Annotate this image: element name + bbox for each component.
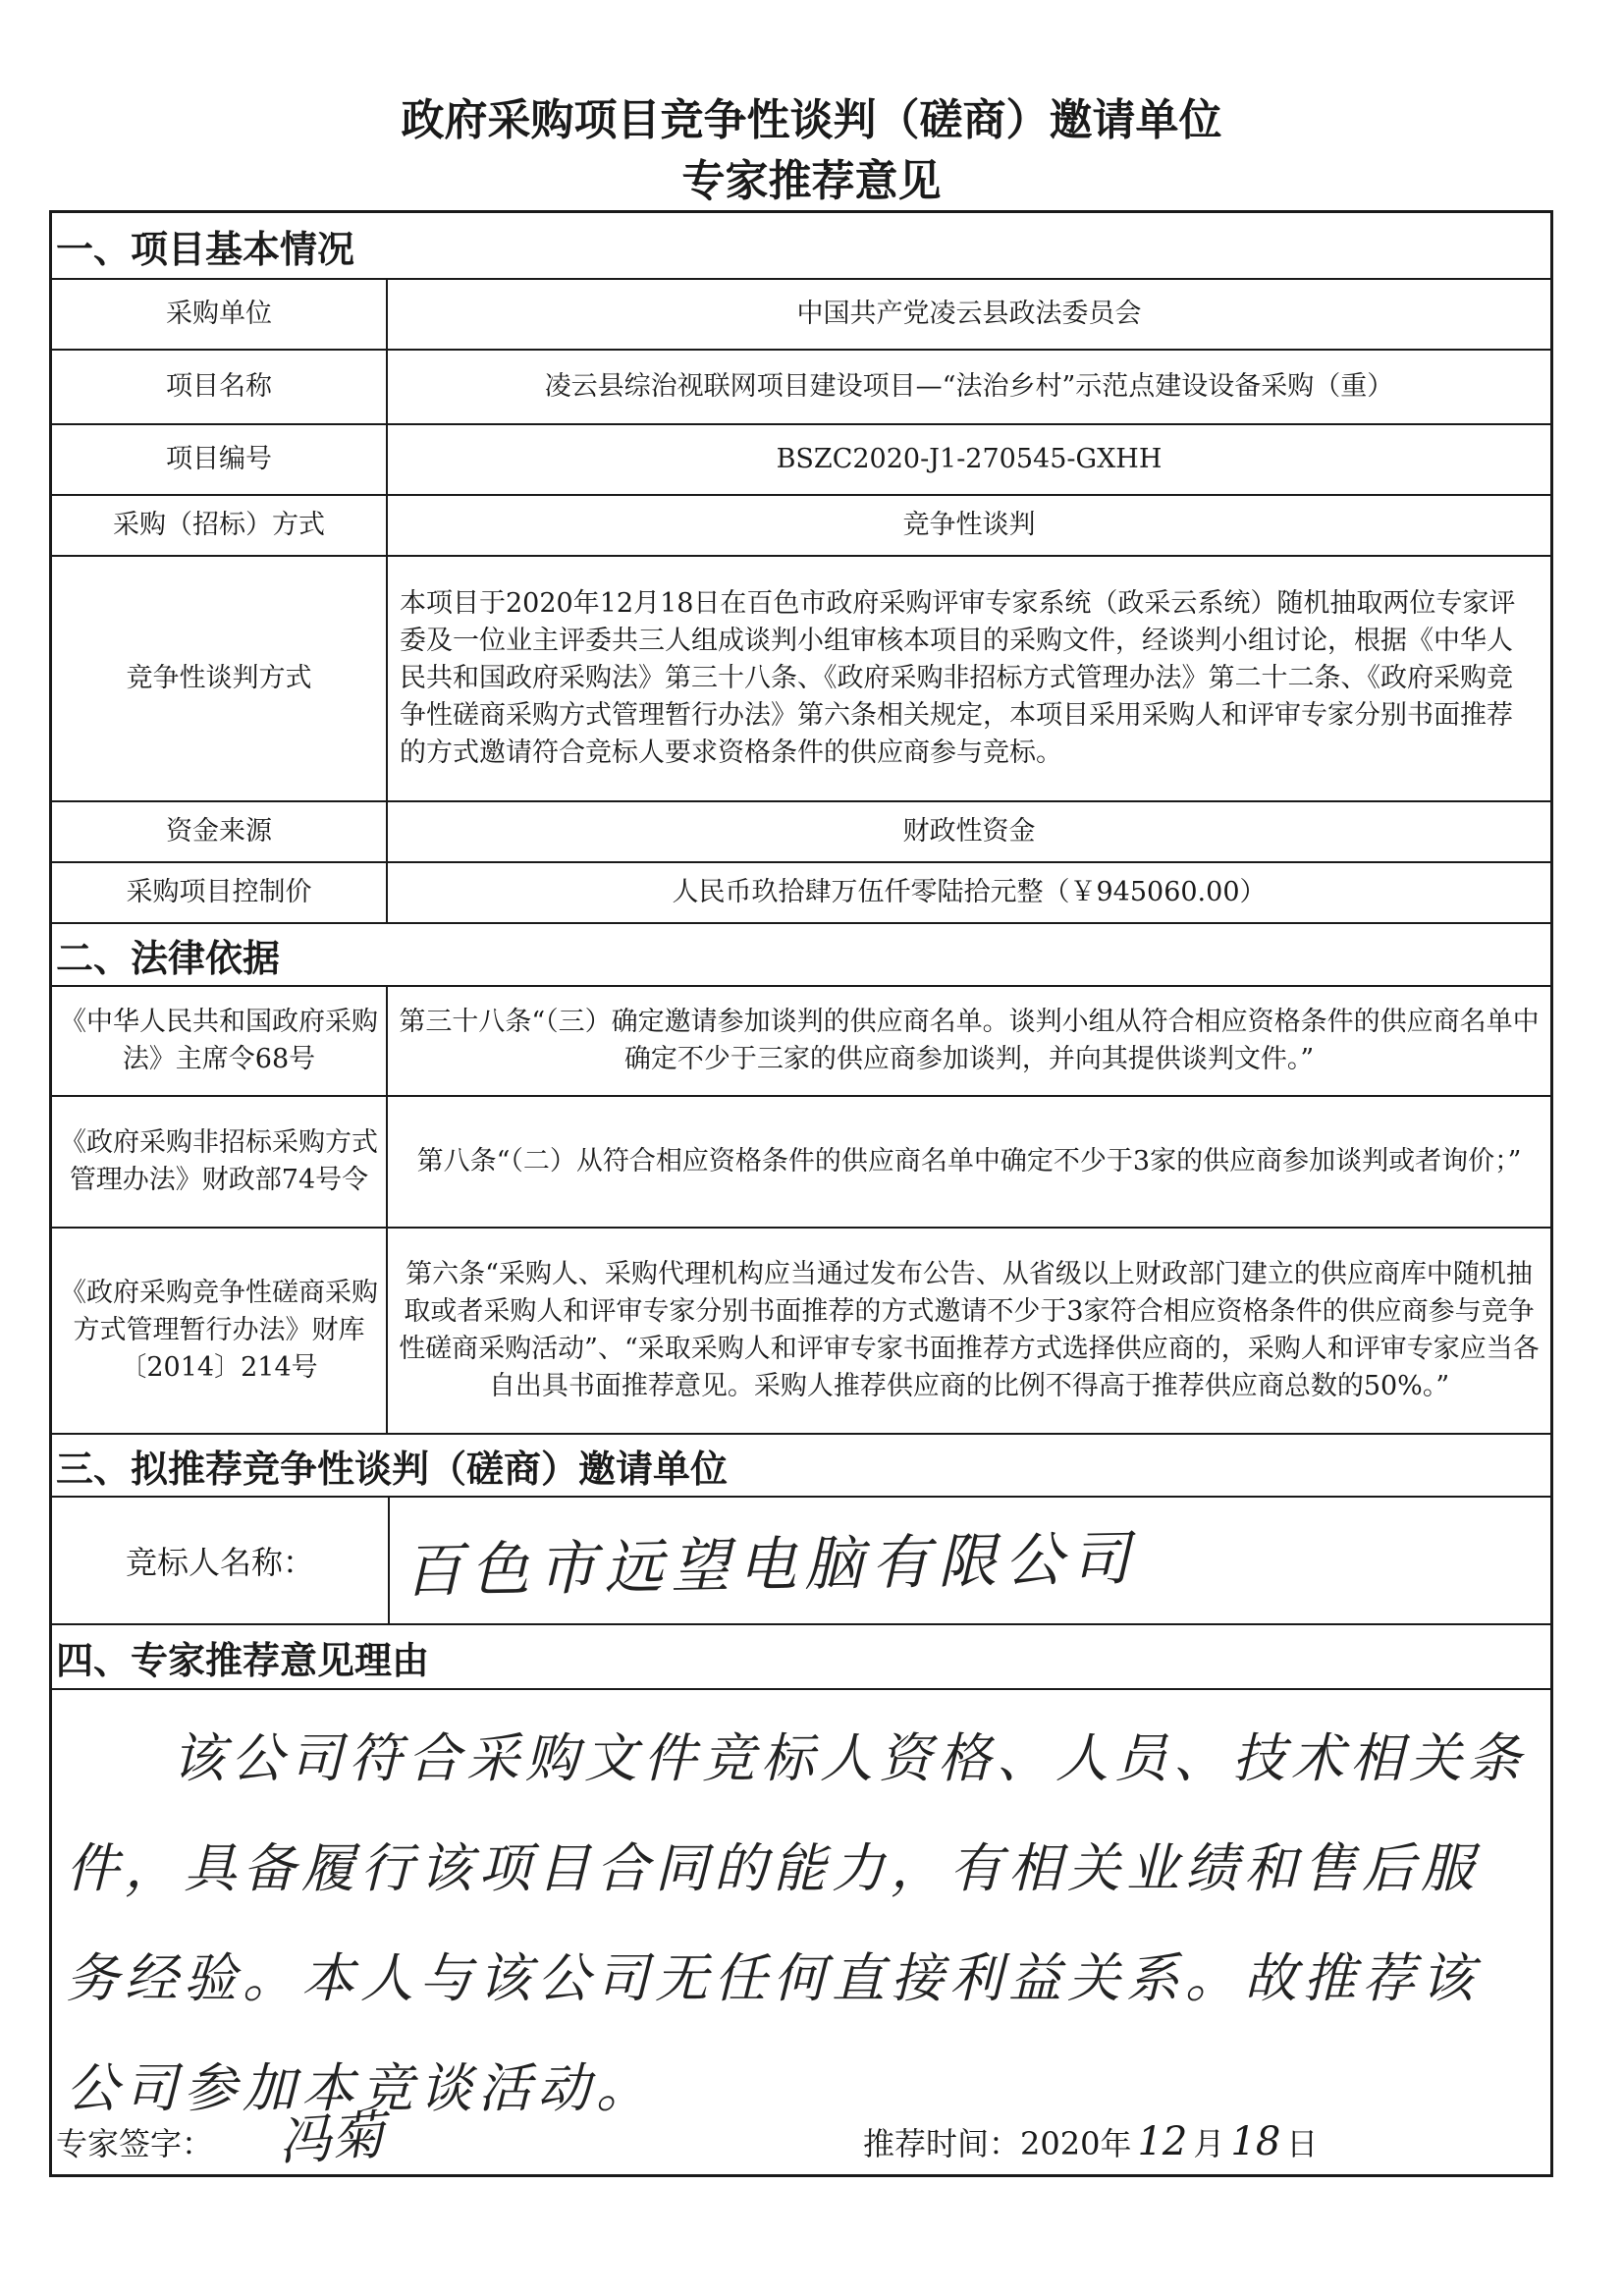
document-subtitle: 专家推荐意见 xyxy=(681,156,942,206)
row-purchaser xyxy=(52,280,1550,351)
document-title: 政府采购项目竞争性谈判（磋商）邀请单位 xyxy=(401,95,1222,145)
row-law-1 xyxy=(52,987,1550,1097)
recommendation-form xyxy=(49,210,1553,2177)
row-control-price xyxy=(52,863,1550,924)
expert-signature: 冯菊 xyxy=(276,2104,387,2173)
date-month-unit: 月 xyxy=(1193,2125,1225,2162)
row-law-3 xyxy=(52,1229,1550,1435)
date-month-handwritten: 12 xyxy=(1137,2119,1188,2164)
section1-heading: 一、项目基本情况 xyxy=(56,227,355,271)
law-2-value: 第八条“（二）从符合相应资格条件的供应商名单中确定不少于3家的供应商参加谈判或者询价；” xyxy=(416,1146,1522,1176)
control-price-value: 人民币玖拾肆万伍仟零陆拾元整（￥945060.00） xyxy=(672,877,1267,907)
project-name-label: 项目名称 xyxy=(52,351,388,423)
section3-heading-row xyxy=(52,1435,1550,1498)
section4-heading-row xyxy=(52,1625,1550,1690)
law-3-label: 《政府采购竞争性磋商采购方式管理暂行办法》财库〔2014〕214号 xyxy=(52,1229,388,1433)
law-1-label: 《中华人民共和国政府采购法》主席令68号 xyxy=(52,987,388,1095)
date-year: 2020年 xyxy=(1020,2125,1132,2162)
row-project-name xyxy=(52,351,1550,425)
bidder-name-label: 竞标人名称： xyxy=(52,1498,390,1623)
date-day-unit: 日 xyxy=(1286,2125,1319,2162)
section1-heading-row xyxy=(52,213,1550,280)
law-1-value: 第三十八条“（三）确定邀请参加谈判的供应商名单。谈判小组从符合相应资格条件的供应商名单中确定不少于三家的供应商参加谈判，并向其提供谈判文件。” xyxy=(399,1007,1540,1074)
procurement-method-label: 采购（招标）方式 xyxy=(52,496,388,555)
signature-label: 专家签字： xyxy=(56,2125,214,2162)
project-name-value: 凌云县综治视联网项目建设项目—“法治乡村”示范点建设设备采购（重） xyxy=(544,371,1394,402)
law-2-label: 《政府采购非招标采购方式管理办法》财政部74号令 xyxy=(52,1097,388,1227)
procurement-method-value: 竞争性谈判 xyxy=(902,510,1036,540)
reason-handwritten: 该公司符合采购文件竞标人资格、人员、技术相关条件，具备履行该项目合同的能力，有相关业绩和售后服务经验。本人与该公司无任何直接利益关系。故推荐该公司参加本竞谈活动。 xyxy=(66,1727,1527,2119)
date-day-handwritten: 18 xyxy=(1230,2119,1281,2164)
negotiation-method-value: 本项目于2020年12月18日在百色市政府采购评审专家系统（政采云系统）随机抽取两位专家评委及一位业主评委共三人组成谈判小组审核本项目的采购文件，经谈判小组讨论，根据《中华人民共和国政府采购法》第三十八条、《政府采购非招标方式管理办法》第二十二条、《政府采购竞争性磋商采购方式管理暂行办法》第六条相关规定，本项目采用采购人和评审专家分别书面推荐的方式邀请符合竞标人要求资格条件的供应商参与竞标。 xyxy=(400,588,1516,768)
row-project-number xyxy=(52,425,1550,496)
row-law-2 xyxy=(52,1097,1550,1229)
section4-heading: 四、专家推荐意见理由 xyxy=(56,1638,430,1682)
purchaser-label: 采购单位 xyxy=(52,280,388,349)
row-negotiation-method xyxy=(52,557,1550,802)
control-price-label: 采购项目控制价 xyxy=(52,863,388,922)
row-procurement-method xyxy=(52,496,1550,557)
fund-source-value: 财政性资金 xyxy=(902,816,1036,847)
row-reason xyxy=(52,1690,1550,2180)
project-number-value: BSZC2020-J1-270545-GXHH xyxy=(776,444,1163,474)
section2-heading-row xyxy=(52,924,1550,987)
purchaser-value: 中国共产党凌云县政法委员会 xyxy=(796,299,1142,329)
row-fund-source xyxy=(52,802,1550,863)
law-3-value: 第六条“采购人、采购代理机构应当通过发布公告、从省级以上财政部门建立的供应商库中随机抽取或者采购人和评审专家分别书面推荐的方式邀请不少于3家符合相应资格条件的供应商参与竞争性磋商采购活动”、“采取采购人和评审专家书面推荐方式选择供应商的，采购人和评审专家应当各自出具书面推荐意见。采购人推荐供应商的比例不得高于推荐供应商总数的50%。” xyxy=(399,1259,1540,1401)
negotiation-method-label: 竞争性谈判方式 xyxy=(52,557,388,800)
project-number-label: 项目编号 xyxy=(52,425,388,494)
row-bidder xyxy=(52,1498,1550,1625)
bidder-name-handwritten: 百色市远望电脑有限公司 xyxy=(403,1524,1139,1607)
section2-heading: 二、法律依据 xyxy=(56,936,281,980)
recommend-date xyxy=(863,2119,1318,2164)
fund-source-label: 资金来源 xyxy=(52,802,388,861)
section3-heading: 三、拟推荐竞争性谈判（磋商）邀请单位 xyxy=(56,1447,729,1491)
date-label: 推荐时间： xyxy=(863,2125,1021,2162)
